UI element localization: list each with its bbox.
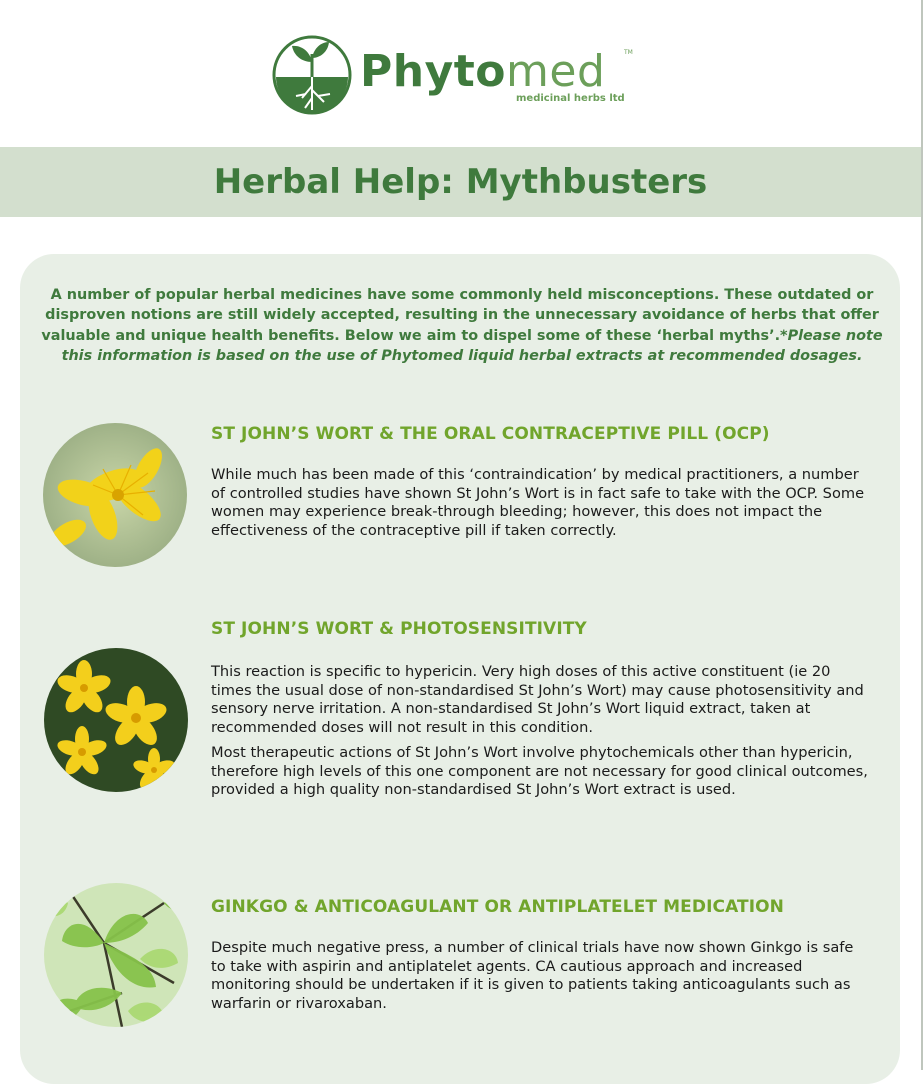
section-paragraph: Most therapeutic actions of St John’s Wort involve phytochemicals other than hypericin, therefore high levels of this one component are not necessary for good clinical outcomes, provided a high quality non-standardised St John’s Wort extract is used. [211, 744, 868, 799]
intro-text [40, 285, 884, 366]
st-johns-wort-image [43, 423, 187, 567]
section-heading: ST JOHN’S WORT & THE ORAL CONTRACEPTIVE PILL (OCP) [211, 424, 770, 444]
section-paragraph: This reaction is specific to hypericin. Very high doses of this active constituent (ie 20 times the usual dose of non-standardised St John’s Wort) may cause photosensitivity and sensory nerve irritation. A non-standardised St John’s Wort liquid extract, taken at recommended doses will not result in this condition. [211, 663, 864, 737]
ginkgo-leaves-icon [44, 883, 188, 1027]
st-johns-wort-image [44, 648, 188, 792]
logo-emblem-icon [272, 34, 352, 116]
section-heading: ST JOHN’S WORT & PHOTOSENSITIVITY [211, 619, 587, 639]
logo-tagline: medicinal herbs ltd [516, 93, 625, 104]
section-heading: GINKGO & ANTICOAGULANT OR ANTIPLATELET MEDICATION [211, 897, 785, 917]
logo-trademark: TM [624, 49, 633, 56]
st-johns-wort-flower-icon [43, 423, 187, 567]
phytomed-logo [272, 34, 642, 118]
intro-body: A number of popular herbal medicines have some commonly held misconceptions. These outdated or disproven notions are still widely accepted, resulting in the unnecessary avoidance of herbs that offer valuable and unique health benefits. Below we aim to dispel some of these ‘herbal myths’. [41, 287, 879, 344]
logo-brand-bold: Phyto [360, 46, 507, 97]
logo-brand-light: med [506, 46, 606, 97]
page-title: Herbal Help: Mythbusters [213, 162, 708, 202]
section-paragraph: While much has been made of this ‘contraindication’ by medical practitioners, a number of controlled studies have shown St John’s Wort is in fact safe to take with the OCP. Some women may experience break-through bleeding; however, this does not impact the effectiveness of the contraceptive pill if taken correctly. [211, 466, 865, 540]
title-banner [0, 147, 921, 217]
ginkgo-image [44, 883, 188, 1027]
page-edge-divider [921, 0, 923, 1070]
st-johns-wort-flowers-icon [44, 648, 188, 792]
section-paragraph: Despite much negative press, a number of clinical trials have now shown Ginkgo is safe to take with aspirin and antiplatelet agents. CA cautious approach and increased monitoring should be undertaken if it is given to patients taking anticoagulants such as warfarin or rivaroxaban. [211, 939, 854, 1013]
intro-note: *Please note this information is based on the use of Phytomed liquid herbal extracts at recommended dosages. [61, 327, 883, 364]
